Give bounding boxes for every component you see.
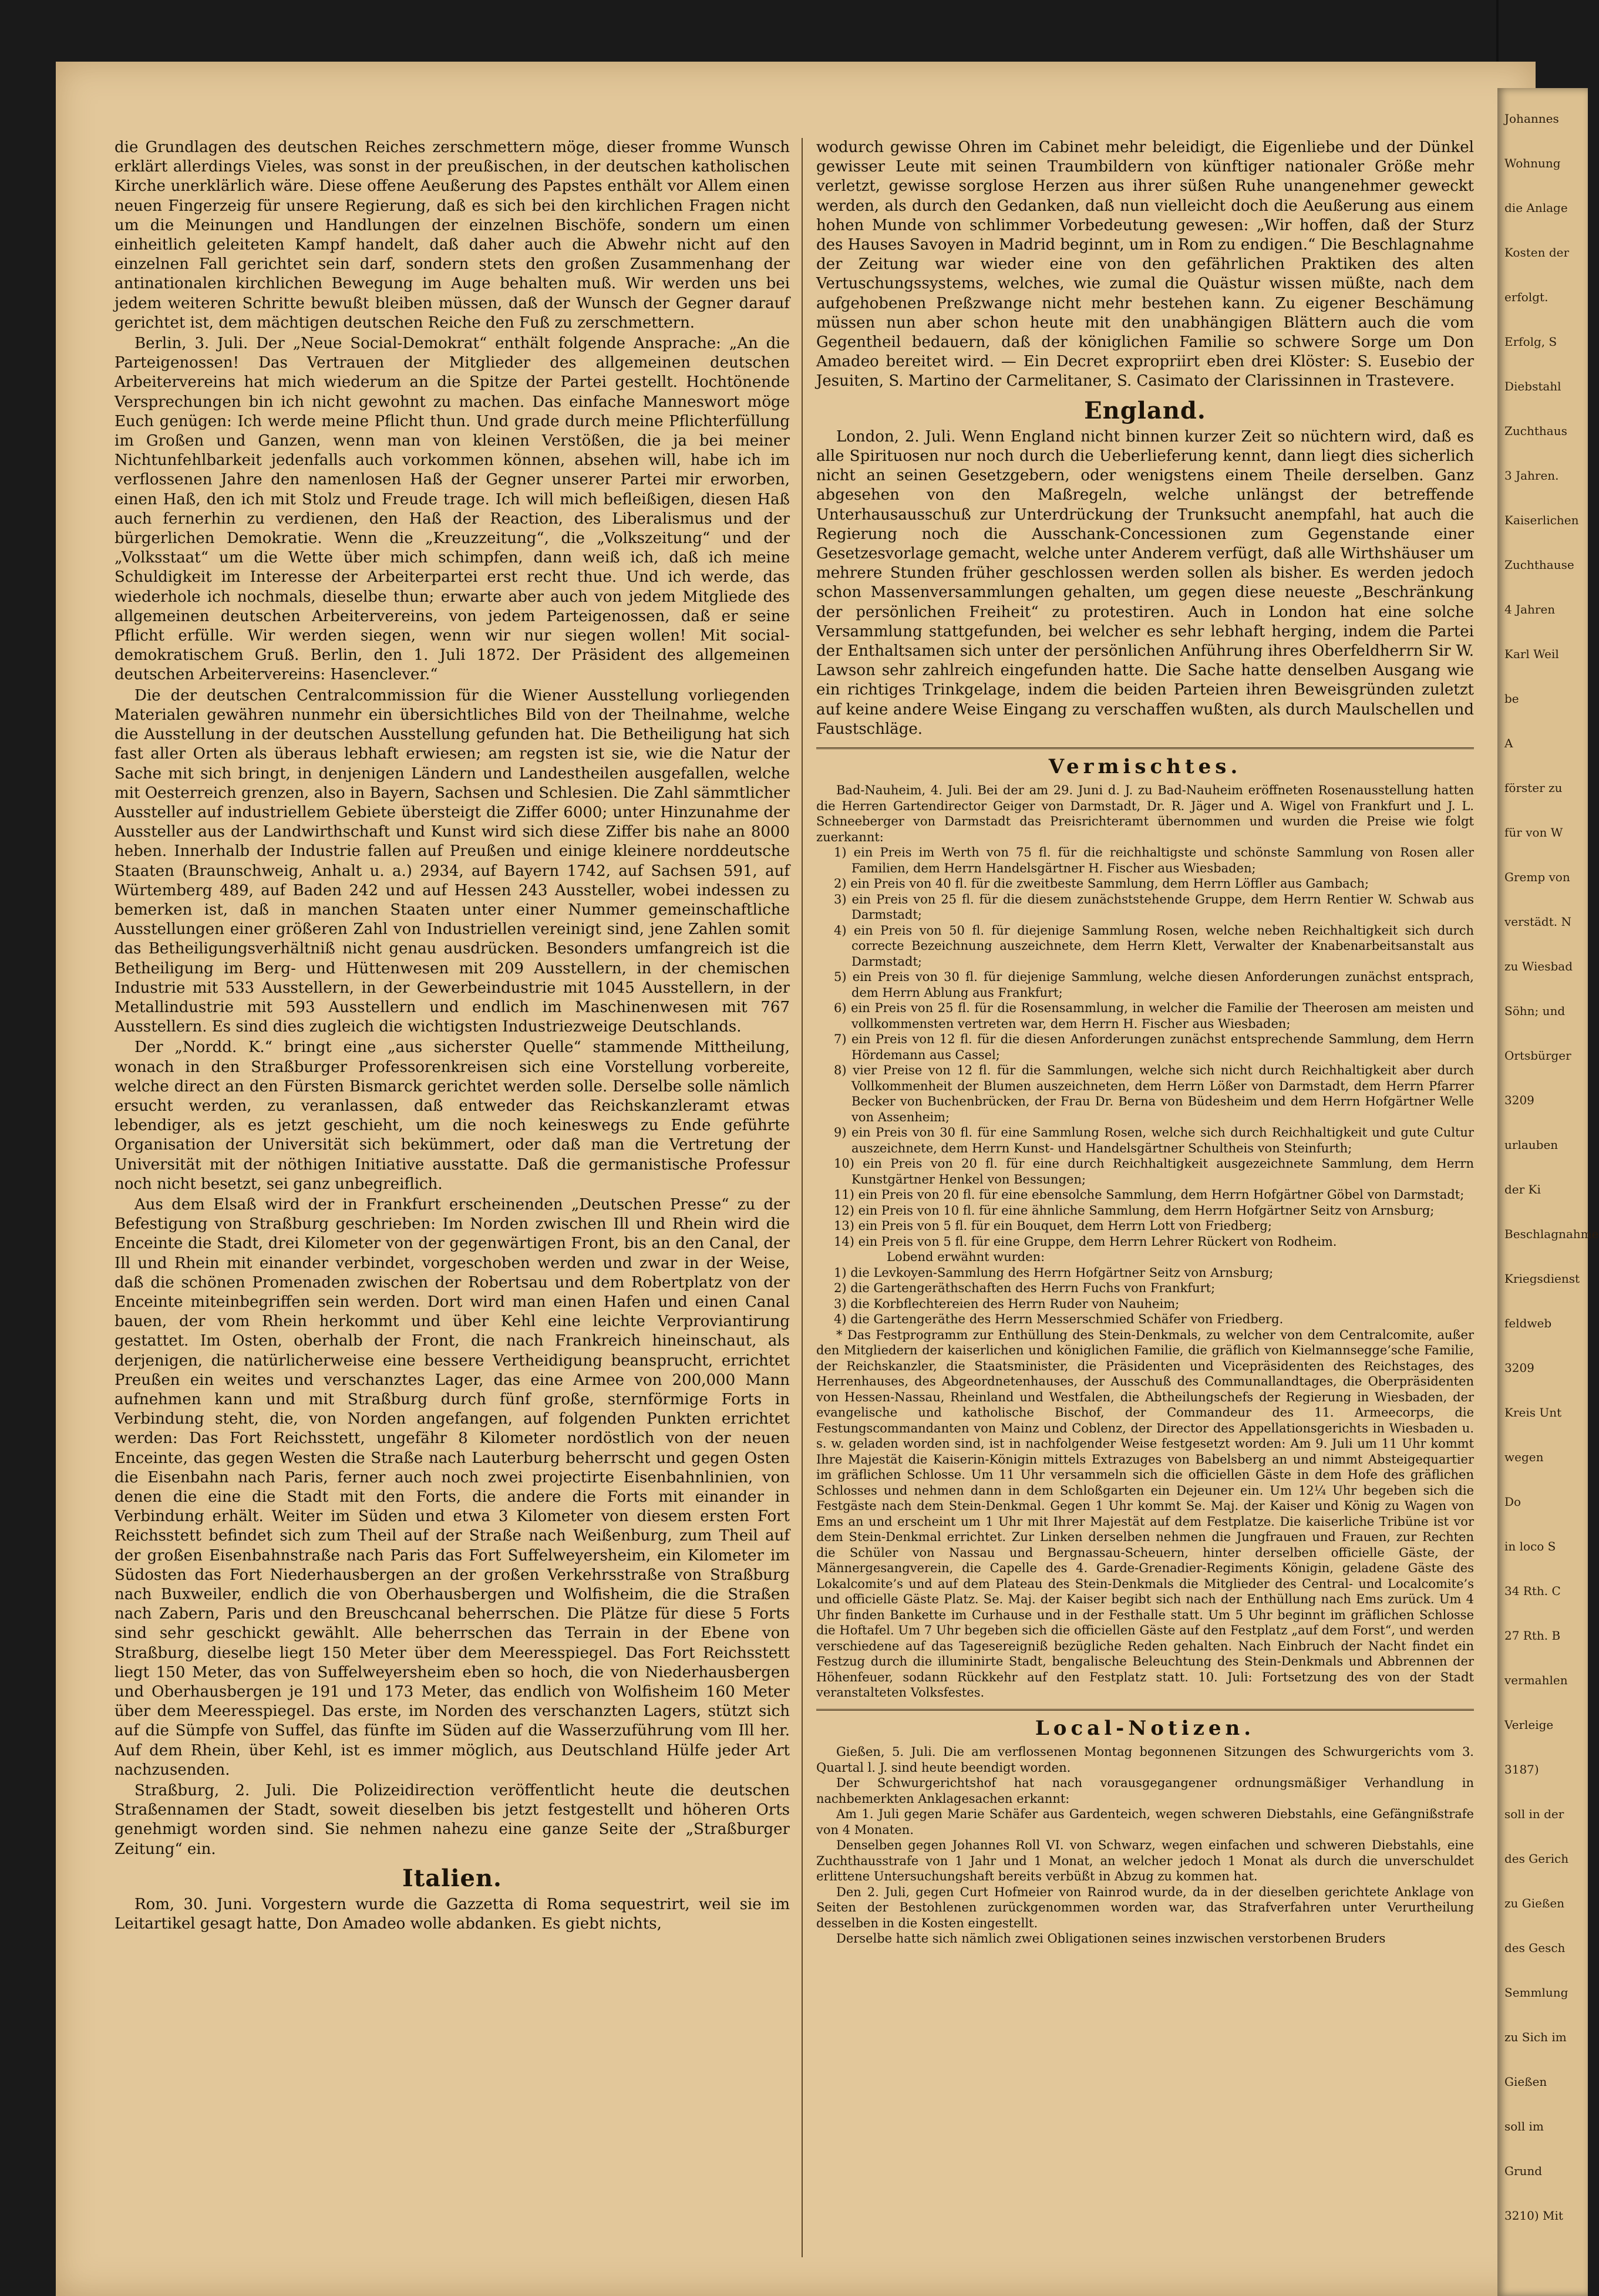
margin-fragment: urlauben [1504,1138,1558,1152]
adjacent-page-strip [1497,88,1599,2296]
margin-fragment: Gießen [1504,2075,1547,2089]
margin-fragment: des Gesch [1504,1941,1566,1955]
margin-fragment: Kaiserlichen [1504,513,1579,527]
margin-fragment: zu Wiesbad [1504,959,1573,973]
margin-fragment: des Gerich [1504,1852,1569,1866]
prize-list-item: 12) ein Preis von 10 fl. für eine ähnliche Sammlung, dem Herrn Hofgärtner Seitz von Arnsburg; [834,1203,1435,1218]
margin-fragment: Beschlagnahme [1504,1227,1599,1241]
prize-list-item: 14) ein Preis von 5 fl. für eine Gruppe, dem Herrn Lehrer Rückert von Rodheim. [834,1234,1337,1249]
article-rom: Rom, 30. Juni. Vorgestern wurde die Gazzetta di Roma sequestrirt, weil sie im Leitartikel gesagt hatte, Don Amadeo wolle abdanken. Es giebt nichts, [115,1896,790,1933]
margin-fragment: in loco S [1504,1539,1556,1553]
prize-list-item: 4) ein Preis von 50 fl. für diejenige Sammlung Rosen, welche neben Reichhaltigkeit sich durch correcte Bezeichnung auszeichnete, dem Herrn Klett, Verwalter der Knabenarbeitsanstalt aus Darmstadt; [834,923,1474,969]
margin-fragment: 27 Rth. B [1504,1629,1561,1643]
article-stein-denkmal: * Das Festprogramm zur Enthüllung des Stein-Denkmals, zu welcher von dem Centralcomite, außer den Mitgliedern der kaiserlichen und königlichen Familie, die gräflich von Kielmannsegge’sche Familie, der Reichskanzler, die Staatsminister, die Präsidenten und Vicepräsidenten des Reichstages, des Herrenhauses, des Abgeordnetenhauses, der Ausschuß des Communallandtages, die Oberpräsidenten von Hessen-Nassau, Rheinland und Westfalen, die Abtheilungschefs der Regierung in Wiesbaden, der evangelische und katholische Bischof, der Commandeur des 11. Armeecorps, die Festungscommandanten von Mainz und Coblenz, der Director des Appellationsgerichts in Wiesbaden u. s. w. geladen worden sind, ist in nachfolgender Weise festgesetzt worden: Am 9. Juli um 11 Uhr kommt Ihre Majestät die Kaiserin-Königin mittels Extrazuges von Babelsberg an und nimmt Absteigequartier im gräflichen Schlosse. Um 11 Uhr versammeln sich die officiellen Gäste in dem Hofe des gräflichen Schlosses und nehmen dann in dem Schloßgarten ein Dejeuner ein. Um 12¼ Uhr begeben sich die Festgäste nach dem Stein-Denkmal. Gegen 1 Uhr kommt Se. Maj. der Kaiser und König zu Wagen von Ems an und erscheint um 1 Uhr mit Ihrer Majestät auf dem Festplatze. Die kaiserliche Tribüne ist vor dem Stein-Denkmal errichtet. Zur Linken derselben nehmen die Jungfrauen und Frauen, zur Rechten die Schüler von Nassau und Bergnassau-Scheuern, hinter derselben officielle Gäste, der Männergesangverein, die Capelle des 4. Garde-Grenadier-Regiments Königin, geladene Gäste des Lokalcomite’s und auf dem Plateau des Stein-Denkmals die Mitglieder des Central- und Localcomite’s und officielle Gäste Platz. Se. Maj. der Kaiser begibt sich nach der Enthüllung nach Ems zurück. Um 4 Uhr finden Bankette im Curhause und in der Festhalle statt. Um 5 Uhr beginnt im gräflichen Schlosse die Hoftafel. Um 7 Uhr begeben sich die officiellen Gäste auf den Festplatz „auf dem Forst“, und werden verschiedene auf das Tagesereigniß bezügliche Reden gehalten. Nach Einbruch der Nacht findet ein Festzug durch die illuminirte Stadt, bengalische Beleuchtung des Stein-Denkmals und Abbrennen der Höhenfeuer, sodann Rückkehr auf den Festplatz statt. 10. Juli: Fortsetzung des von der Stadt veranstalteten Volksfestes. [816,1327,1474,1700]
margin-fragment: Gremp von [1504,870,1570,884]
prize-list-item: 6) ein Preis von 25 fl. für die Rosensammlung, in welcher die Familie der Theerosen am meisten und vollkommensten vertreten war, dem Herrn H. Fischer aus Wiesbaden; [834,1001,1474,1031]
prize-list-item: 11) ein Preis von 20 fl. für eine ebensolche Sammlung, dem Herrn Hofgärtner Göbel von Darmstadt; [834,1188,1465,1202]
article-rom-continued: wodurch gewisse Ohren im Cabinet mehr beleidigt, die Eigenliebe und der Dünkel gewisser Leute mit seinen Traumbildern von künftiger nationaler Größe mehr verletzt, gewisse sorglose Herzen aus ihrer süßen Ruhe unangenehmer geweckt werden, als durch den Gedanken, daß nun vielleicht doch die Aeußerung aus einem hohen Munde von schlimmer Vorbedeutung gewesen: „Wir hoffen, daß der Sturz des Hauses Savoyen in Madrid beginnt, um in Rom zu endigen.“ Die Beschlagnahme der Zeitung war wieder eine von den gefährlichen Praktiken des alten Vertuschungssystems, welches, wie zumal die Quästur wissen müßte, nach dem aufgehobenen Preßzwange nicht mehr bestehen kann. Zu eigener Beschämung müssen nun aber schon heute mit den unabhängigen Blättern auch die vom Gegentheil bedauern, daß der königlichen Familie so schwere Sorge um Don Amadeo bereitet wird. — Ein Decret expropriirt eben drei Klöster: S. Eusebio der Jesuiten, S. Martino der Carmelitaner, S. Casimato der Clarissinnen in Trastevere. [816,139,1474,390]
prize-list [816,845,1474,1249]
local-text: Der Schwurgerichtshof hat nach vorausgegangener ordnungsmäßiger Verhandlung in nachbemerkten Anklagesachen erkannt: [816,1776,1474,1806]
margin-fragment: soll in der [1504,1807,1564,1821]
margin-fragment: A [1504,736,1513,750]
local-text: Denselben gegen Johannes Roll VI. von Schwarz, wegen einfachen und schweren Diebstahls, eine Zuchthausstrafe von 1 Jahr und 1 Monat, an welcher jedoch 1 Monat als durch die unverschuldet erlittene Untersuchungshaft bereits verbüßt in Abzug zu kommen hat. [816,1838,1474,1883]
prize-list-item: 13) ein Preis von 5 fl. für ein Bouquet, dem Herrn Lott von Friedberg; [834,1219,1272,1233]
margin-fragment: verstädt. N [1504,915,1571,929]
local-text: Derselbe hatte sich nämlich zwei Obligationen seines inzwischen verstorbenen Bruders [836,1931,1386,1946]
margin-fragment: Johannes [1504,112,1559,126]
margin-fragment: 3 Jahren. [1504,468,1559,483]
margin-fragment: Diebstahl [1504,379,1561,393]
margin-fragment: Karl Weil [1504,647,1559,661]
lobend-list-item: 3) die Korbflechtereien des Herrn Ruder von Nauheim; [834,1296,1180,1311]
article-strassburg-strassennamen: Straßburg, 2. Juli. Die Polizeidirection veröffentlicht heute die deutschen Straßennamen der Stadt, soweit dieselben bis jetzt festgestellt und höheren Orts genehmigt worden sind. Sie nehmen nahezu eine ganze Seite der „Straßburger Zeitung“ ein. [115,1782,790,1858]
margin-fragment: 4 Jahren [1504,602,1556,616]
lobend-list [816,1265,1474,1327]
margin-fragment: Kosten der [1504,245,1570,259]
margin-fragment: Wohnung [1504,156,1561,170]
prize-list-item: 8) vier Preise von 12 fl. für die Sammlungen, welche sich nicht durch Reichhaltigkeit aber durch Vollkommenheit der Blumen auszeichneten, dem Herrn Lößer von Darmstadt, dem Herrn Pfarrer Becker von Buchenbrücken, der Frau Dr. Berna von Büdesheim und dem Herrn Hofgärtner Welle von Assenheim; [834,1063,1474,1124]
section-divider [816,1709,1474,1711]
margin-fragment: 3210) Mit [1504,2209,1563,2223]
margin-fragment: Semmlung [1504,1985,1568,2000]
margin-fragment: Kreis Unt [1504,1405,1562,1420]
margin-fragment: Zuchthause [1504,558,1574,572]
article-elsass-befestigung: Aus dem Elsaß wird der in Frankfurt erscheinenden „Deutschen Presse“ zu der Befestigung von Straßburg geschrieben: Im Norden zwischen Ill und Rhein wird die Enceinte die Stadt, drei Kilometer von der gegenwärtigen Front, bis an den Canal, der Ill und Rhein mit einander verbindet, vorgeschoben werden und zwar in der Weise, daß die schönen Promenaden zwischen der Robertsau und dem Robertplatz von der Enceinte miteinbegriffen sein werden. Dort wird man einen Hafen und einen Canal bauen, der vom Rhein herkommt und über Kehl eine leichte Verproviantirung gestattet. Im Osten, oberhalb der Front, die nach Frankreich hineinschaut, als derjenigen, die natürlicherweise eine bessere Vertheidigung beansprucht, errichtet Preußen ein weites und verschanztes Lager, das eine Armee von 200,000 Mann aufnehmen kann und mit Straßburg durch fünf große, sternförmige Forts in Verbindung steht, die, von Norden angefangen, auf folgenden Punkten errichtet werden: Das Fort Reichsstett, ungefähr 8 Kilometer nordöstlich von der neuen Enceinte, das gegen Westen die Straße nach Lauterburg beherrscht und gegen Osten die Eisenbahn nach Paris, ferner auch noch zwei projectirte Eisenbahnlinien, von denen die eine die Stadt mit den Forts, die andere die Forts mit einander in Verbindung erhält. Weiter im Süden und etwa 3 Kilometer von diesem ersten Fort Reichsstett befindet sich zum Theil auf der Straße nach Weißenburg, zum Theil auf der großen Eisenbahnstraße nach Paris das Fort Suffelweyersheim, ein Kilometer im Südosten das Fort Niederhausbergen an der großen Verkehrsstraße von Straßburg nach Buxweiler, endlich die von Oberhausbergen und Wolfisheim, die die Straßen nach Zabern, Paris und den Breuschcanal beherrschen. Die Plätze für diese 5 Forts sind sehr geschickt gewählt. Alle beherrschen das Terrain in der Ebene von Straßburg, dieselbe liegt 150 Meter über dem Meeresspiegel. Das Fort Reichsstett liegt 150 Meter, das von Suffelweyersheim eben so hoch, die von Niederhausbergen und Oberhausbergen je 191 und 173 Meter, das endlich von Wolfisheim 160 Meter über dem Meeresspiegel. Das erste, im Norden des verschanzten Lagers, stützt sich auf die Sümpfe von Suffel, das fünfte im Süden auf die Wasserzuführung vom Ill her. Auf dem Rhein, über Kehl, ist es immer möglich, aus Deutschland Hülfe jeder Art nachzusenden. [115,1195,790,1779]
column-rule [802,138,803,2257]
section-heading-vermischtes: Vermischtes. [1048,755,1242,779]
margin-fragment: Grund [1504,2164,1543,2178]
margin-fragment: Zuchthaus [1504,424,1567,438]
margin-fragment: zu Sich im [1504,2030,1567,2044]
margin-fragment: Do [1504,1495,1521,1509]
article-wiener-ausstellung: Die der deutschen Centralcommission für die Wiener Ausstellung vorliegenden Materialen gewähren nunmehr ein übersichtliches Bild von der Theilnahme, welche die Ausstellung in der deutschen Ausstellung gefunden hat. Die Betheiligung hat sich fast aller Orten als überaus lebhaft erwiesen; am regsten ist sie, wie die Natur der Sache mit sich bringt, in denjenigen Ländern und Landestheilen ausgefallen, welche mit Oesterreich grenzen, also in Bayern, Sachsen und Schlesien. Die Zahl sämmtlicher Aussteller auf industriellem Gebiete übersteigt die Ziffer 6000; unter Hinzunahme der Aussteller aus der Landwirthschaft und Kunst wird sich diese Ziffer bis nahe an 8000 heben. Innerhalb der Industrie fallen auf Preußen und einige kleinere norddeutsche Staaten (Braunschweig, Anhalt u. a.) 2934, auf Bayern 1742, auf Sachsen 591, auf Würtemberg 489, auf Baden 242 und auf Hessen 243 Aussteller, wobei indessen zu bemerken ist, daß in manchen Staaten unter einer Nummer gemeinschaftliche Ausstellungen einer größeren Zahl von Industriellen vereinigt sind, jene Zahlen somit das Betheiligungsverhältniß nicht genau ausdrücken. Besonders umfangreich ist die Betheiligung im Berg- und Hüttenwesen mit 209 Ausstellern, in der chemischen Industrie mit 533 Ausstellern, in der Gewerbeindustrie mit 1045 Ausstellern, in der Metallindustrie mit 593 Ausstellern und endlich im Maschinenwesen mit 767 Ausstellern. Es sind dies zugleich die wichtigsten Industriezweige Deutschlands. [115,686,790,1036]
lobend-list-item: 1) die Levkoyen-Sammlung des Herrn Hofgärtner Seitz von Arnsburg; [834,1265,1274,1280]
article-strassburg-professoren: Der „Nordd. K.“ bringt eine „aus sicherster Quelle“ stammende Mittheilung, wonach in den Straßburger Professorenkreisen sich eine Vorstellung vorbereite, welche direct an den Fürsten Bismarck gerichtet werden solle. Derselbe solle nämlich ersucht werden, zu veranlassen, daß entweder das Reichskanzleramt etwas lebendiger, als es jetzt geschieht, um die noch keineswegs zu Ende geführte Organisation der Universität sich bekümmert, oder daß man die Vertretung der Universität mit der nöthigen Initiative ausstatte. Daß die germanistische Professur noch nicht besetzt, sei ganz unbegreiflich. [115,1039,790,1193]
margin-fragment: zu Gießen [1504,1896,1565,1910]
margin-fragment: Verleige [1504,1718,1554,1732]
margin-fragment: erfolgt. [1504,290,1548,304]
article-berlin-socialdemokrat: Berlin, 3. Juli. Der „Neue Social-Demokrat“ enthält folgende Ansprache: „An die Parteigenossen! Das Vertrauen der Mitglieder des allgemeinen deutschen Arbeitervereins hat mich wiederum an die Spitze der Partei gestellt. Hochtönende Versprechungen bin ich nicht gewohnt zu machen. Das einfache Manneswort möge Euch genügen: Ich werde meine Pflicht thun. Und grade durch meine Pflichterfüllung im Großen und Ganzen, wenn man von kleinen Verstößen, die ja bei meiner Nichtunfehlbarkeit jedenfalls auch vorkommen können, absehen will, habe ich im verflossenen Jahre den namenlosen Haß der Gegner unserer Partei mir erworben, einen Haß, den ich mit Stolz und Freude trage. Ich will mich befleißigen, diesen Haß auch fernerhin zu verdienen, den Haß der Reaction, des Liberalismus und der bürgerlichen Demokratie. Wenn die „Kreuzzeitung“, die „Volkszeitung“ und der „Volksstaat“ um die Wette über mich schimpfen, dann weiß ich, daß ich meine Schuldigkeit im Interesse der Arbeiterpartei erst recht thue. Und ich werde, das wiederhole ich nochmals, dieselbe thun; erwarte aber auch von jedem Mitgliede des allgemeinen deutschen Arbeitervereins, von jedem Parteigenossen, daß er seine Pflicht erfülle. Wir werden siegen, wenn wir nur siegen wollen! Mit social-demokratischem Gruß. Berlin, den 1. Juli 1872. Der Präsident des allgemeinen deutschen Arbeitervereins: Hasenclever.“ [115,335,790,684]
lobend-list-item: 4) die Gartengeräthe des Herrn Messerschmied Schäfer von Friedberg. [834,1312,1284,1327]
margin-fragment: Söhn; und [1504,1004,1566,1018]
margin-fragment: Kriegsdienst [1504,1272,1580,1286]
margin-fragment: Ortsbürger [1504,1048,1571,1063]
section-divider [816,747,1474,749]
margin-fragment: für von W [1504,825,1563,839]
margin-fragment: wegen [1504,1450,1544,1464]
prize-list-lobend-heading: Lobend erwähnt wurden: [887,1250,1045,1265]
local-text: Den 2. Juli, gegen Curt Hofmeier von Rainrod wurde, da in der dieselben gerichtete Anklage von Seiten der Bestohlenen zurückgenommen worden war, das Strafverfahren unter Verurtheilung desselben in die Kosten eingestellt. [816,1884,1474,1930]
vermischtes-block [816,783,1474,1701]
article-text: die Grundlagen des deutschen Reiches zerschmettern möge, dieser fromme Wunsch erklärt allerdings Vieles, was sonst in der preußischen, in der deutschen katholischen Kirche unerklärlich wäre. Diese offene Aeußerung des Papstes enthält vor Allem einen neuen Fingerzeig für unsere Regierung, daß es sich bei den kirchlichen Fragen nicht um die Meinungen und Handlungen der einzelnen Bischöfe, sondern um einen einheitlich geleiteten Kampf handelt, daß daher auch die Abwehr nicht auf den einzelnen Fall gerichtet sein darf, sondern stets den großen Zusammenhang der antinationalen kirchlichen Bewegung im Auge behalten muß. Wir werden uns bei jedem weiteren Schritte bewußt bleiben müssen, daß der Wunsch der Gegner darauf gerichtet ist, dem mächtigen deutschen Reiche den Fuß zu zerschmettern. [115,139,790,332]
prize-list-item: 7) ein Preis von 12 fl. für die diesen Anforderungen zunächst entsprechende Sammlung, dem Herrn Hördemann aus Cassel; [834,1032,1474,1062]
margin-fragment: die Anlage [1504,201,1568,215]
article-london: London, 2. Juli. Wenn England nicht binnen kurzer Zeit so nüchtern wird, daß es alle Spirituosen nur noch durch die Ueberlieferung kennt, dann liegt dies sicherlich nicht an seinen Gesetzgebern, oder wenigstens einem Theile derselben. Ganz abgesehen von den Maßregeln, welche unlängst der betreffende Unterhausausschuß zur Unterdrückung der Trunksucht anempfahl, hat auch die Regierung noch die Ausschank-Concessionen zum Gegenstande einer Gesetzesvorlage gemacht, welche unter Anderem verfügt, daß alle Wirthshäuser um mehrere Stunden früher geschlossen werden sollen als bisher. Es werden jedoch schon Massenversammlungen gehalten, um gegen diese neueste „Beschränkung der persönlichen Freiheit“ zu protestiren. Auch in London hat eine solche Versammlung stattgefunden, bei welcher es sehr lebhaft herging, indem die Partei der Enthaltsamen sich unter der persönlichen Anführung ihres Oberfeldherrn Sir W. Lawson sehr zahlreich eingefunden hatte. Die Sache hatte denselben Ausgang wie ein richtiges Trinkgelage, indem die beiden Parteien ihren Beweisgründen zuletzt auf keine andere Weise Eingang zu verschaffen wußten, als durch Maulschellen und Faustschläge. [816,427,1474,738]
section-heading-italien: Italien. [402,1864,502,1892]
margin-fragment: förster zu [1504,781,1563,795]
margin-fragment: der Ki [1504,1182,1541,1196]
local-giessen-schwurgericht: Gießen, 5. Juli. Die am verflossenen Montag begonnenen Sitzungen des Schwurgerichts vom 3. Quartal l. J. sind heute beendigt worden. [816,1745,1474,1775]
margin-fragment: soll im [1504,2119,1544,2133]
local-notizen-block [816,1744,1474,1947]
lobend-list-item: 2) die Gartengeräthschaften des Herrn Fuchs von Frankfurt; [834,1281,1216,1296]
margin-fragment: vermahlen [1504,1673,1568,1687]
prize-list-item: 3) ein Preis von 25 fl. für die diesem zunächststehende Gruppe, dem Herrn Rentier W. Schwab aus Darmstadt; [834,892,1474,922]
article-bad-nauheim: Bad-Nauheim, 4. Juli. Bei der am 29. Juni d. J. zu Bad-Nauheim eröffneten Rosenausstellung hatten die Herren Gartendirector Geiger von Darmstadt, Dr. R. Jäger und A. Wigel von Frankfurt und J. L. Schneeberger von Darmstadt das Preisrichteramt übernommen und wurden die Preise wie folgt zuerkannt: [816,783,1474,844]
margin-fragment: be [1504,692,1519,706]
prize-list-item: 2) ein Preis von 40 fl. für die zweitbeste Sammlung, dem Herrn Löffler aus Gambach; [834,876,1369,891]
margin-fragment: feldweb [1504,1316,1552,1330]
column-right [816,138,1474,2275]
column-left [115,138,790,2275]
section-heading-local-notizen: Local-Notizen. [1035,1716,1255,1740]
local-text: Am 1. Juli gegen Marie Schäfer aus Gardenteich, wegen schweren Diebstahls, eine Gefängnißstrafe von 4 Monaten. [816,1807,1474,1837]
section-heading-england: England. [1084,396,1206,424]
margin-fragment: 3209 [1504,1361,1534,1375]
prize-list-item: 10) ein Preis von 20 fl. für eine durch Reichhaltigkeit ausgezeichnete Sammlung, dem Herrn Kunstgärtner Henkel von Bessungen; [834,1157,1474,1186]
prize-list-item: 5) ein Preis von 30 fl. für diejenige Sammlung, welche diesen Anforderungen zunächst entsprach, dem Herrn Ablung aus Frankfurt; [834,970,1474,1000]
margin-fragment: 3209 [1504,1093,1534,1107]
margin-fragment: 3187) [1504,1762,1539,1776]
margin-fragment: 34 Rth. C [1504,1584,1561,1598]
margin-fragment: Erfolg, S [1504,335,1557,349]
prize-list-item: 1) ein Preis im Werth von 75 fl. für die reichhaltigste und schönste Sammlung von Rosen aller Familien, dem Herrn Handelsgärtner H. Fischer aus Wiesbaden; [834,845,1474,875]
prize-list-item: 9) ein Preis von 30 fl. für eine Sammlung Rosen, welche sich durch Reichhaltigkeit und gute Cultur auszeichnete, dem Herrn Kunst- und Handelsgärtner Schultheis von Steinfurth; [834,1125,1474,1155]
